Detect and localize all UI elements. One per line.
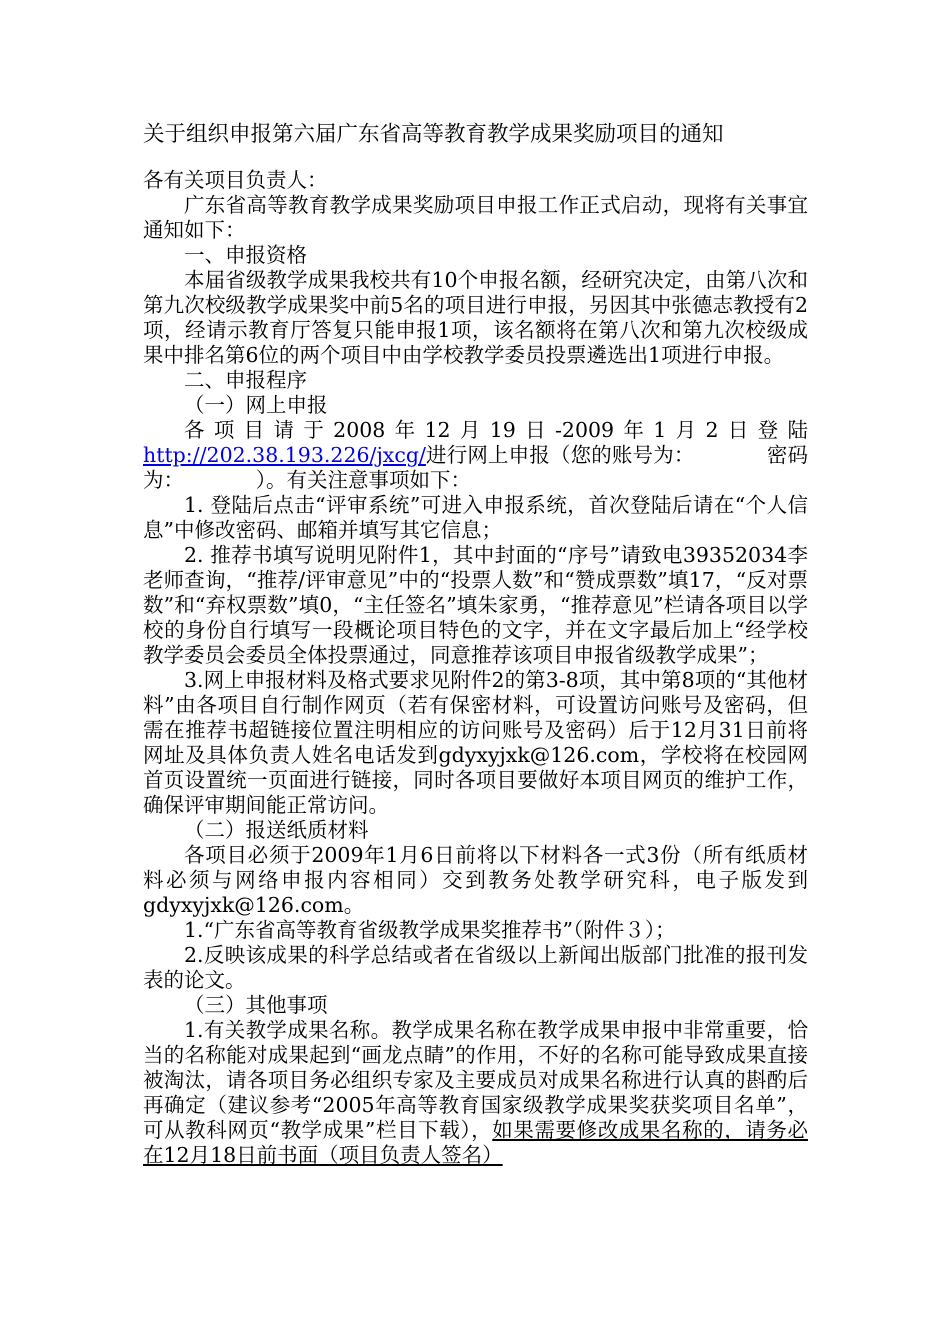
section2-2-heading: （二）报送纸质材料 bbox=[184, 818, 369, 842]
online-application-text: 各项目请于2008年12月19日-2009年1月2日登陆 bbox=[184, 418, 808, 442]
section2-heading: 二、申报程序 bbox=[184, 368, 307, 392]
document-page bbox=[143, 120, 808, 1168]
online-note-3: 3.网上申报材料及格式要求见附件2的第3-8项，其中第8项的“其他材料”由各项目自行制作网页（若有保密材料，可设置访问账号及密码，但需在推荐书超链接位置注明相应的访问账号及密码）后于12月31日前将网址及具体负责人姓名电话发到gdyxyjxk@126.com，学校将在校园网首页设置统一页面进行链接，同时各项目要做好本项目网页的维护工作，确保评审期间能正常访问。 bbox=[143, 668, 808, 817]
section1-heading: 一、申报资格 bbox=[184, 243, 307, 267]
salutation: 各有关项目负责人： bbox=[143, 168, 328, 192]
online-application-text-continued: 进行网上申报（您的账号为： 密码为： ）。有关注意事项如下： bbox=[143, 443, 808, 492]
paper-material-1: 1.“广东省高等教育省级教学成果奖推荐书”（附件３）； bbox=[184, 918, 676, 942]
section2-1-heading: （一）网上申报 bbox=[184, 393, 328, 417]
online-note-2: 2. 推荐书填写说明见附件1，其中封面的“序号”请致电39352034李老师查询，“推荐/评审意见”中的“投票人数”和“赞成票数”填17，“反对票数”和“弃权票数”填0，“主任签名”填朱家勇，“推荐意见”栏请各项目以学校的身份自行填写一段概论项目特色的文字，并在文字最后加上“经学校教学委员会委员全体投票通过，同意推荐该项目申报省级教学成果”； bbox=[143, 543, 808, 667]
section2-3-heading: （三）其他事项 bbox=[184, 993, 328, 1017]
other-matters-1-underlined: 如果需要修改成果名称的，请务必在12月18日前书面（项目负责人签名） bbox=[143, 1118, 808, 1167]
paper-material-2: 2.反映该成果的科学总结或者在省级以上新闻出版部门批准的报刊发表的论文。 bbox=[143, 943, 808, 992]
paper-materials-body: 各项目必须于2009年1月6日前将以下材料各一式3份（所有纸质材料必须与网络申报内容相同）交到教务处教学研究科，电子版发到gdyxyjxk@126.com。 bbox=[143, 843, 808, 917]
intro-paragraph: 广东省高等教育教学成果奖励项目申报工作正式启动，现将有关事宜通知如下： bbox=[143, 193, 808, 242]
other-matters-1 bbox=[143, 1018, 808, 1168]
online-note-1: 1. 登陆后点击“评审系统”可进入申报系统，首次登陆后请在“个人信息”中修改密码、邮箱并填写其它信息； bbox=[143, 493, 808, 542]
online-application-paragraph bbox=[143, 418, 808, 493]
application-system-link[interactable]: http://202.38.193.226/jxcg/ bbox=[143, 443, 426, 467]
document-title: 关于组织申报第六届广东省高等教育教学成果奖励项目的通知 bbox=[143, 122, 724, 147]
other-matters-1-text: 1.有关教学成果名称。教学成果名称在教学成果申报中非常重要，恰当的名称能对成果起到“画龙点睛”的作用，不好的名称可能导致成果直接被淘汰，请各项目务必组织专家及主要成员对成果名称进行认真的斟酌后再确定（建议参考“2005年高等教育国家级教学成果奖获奖项目名单”，可从教科网页“教学成果”栏目下载）， bbox=[143, 1018, 808, 1142]
section1-body: 本届省级教学成果我校共有10个申报名额，经研究决定，由第八次和第九次校级教学成果奖中前5名的项目进行申报，另因其中张德志教授有2项，经请示教育厅答复只能申报1项，该名额将在第八次和第九次校级成果中排名第6位的两个项目中由学校教学委员投票遴选出1项进行申报。 bbox=[143, 268, 808, 367]
